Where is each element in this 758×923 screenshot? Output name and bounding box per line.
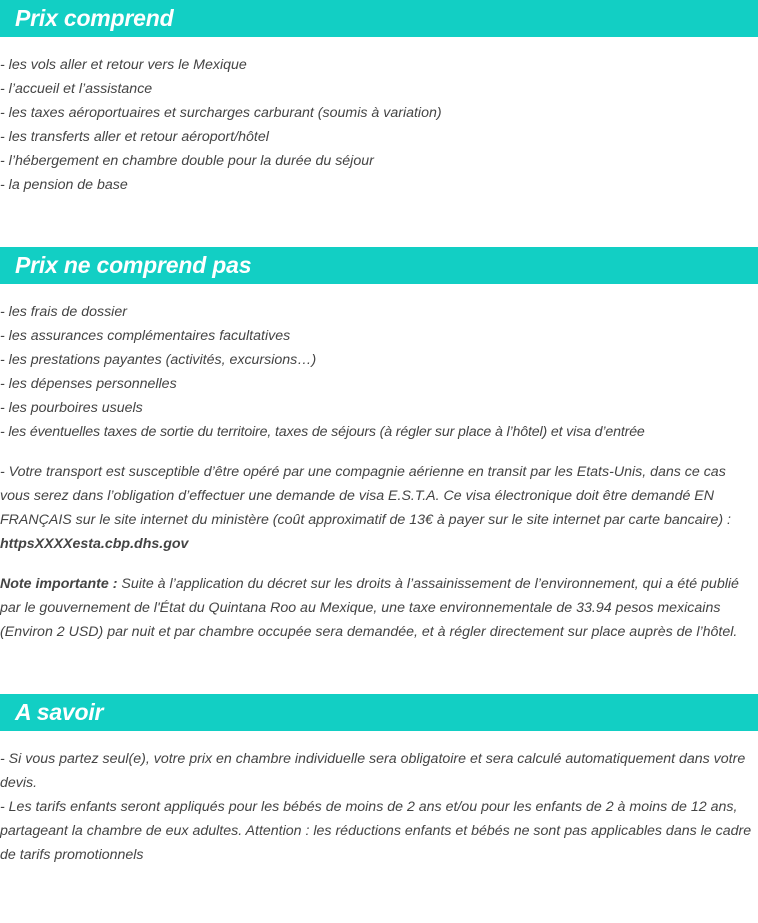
list-item: - les dépenses personnelles: [0, 376, 177, 392]
section-header-excludes: [0, 247, 758, 284]
list-item: - les prestations payantes (activités, excursions…): [0, 352, 317, 368]
section-title-includes: Prix comprend: [15, 5, 174, 31]
info-text: - Si vous partez seul(e), votre prix en chambre individuelle sera obligatoire et sera calculé automatiquement dans votre devis.: [0, 751, 746, 791]
list-item: - les taxes aéroportuaires et surcharges carburant (soumis à variation): [0, 105, 442, 121]
excludes-list: [0, 300, 758, 444]
list-item: - les vols aller et retour vers le Mexique: [0, 57, 247, 73]
important-note-label: Note importante :: [0, 576, 118, 592]
info-text: - Les tarifs enfants seront appliqués pour les bébés de moins de 2 ans et/ou pour les enfants de 2 à moins de 12 ans, partageant la chambre de eux adultes. Attention : les réductions enfants et bébés ne sont pas applicables dans le cadre de tarifs promotionnels: [0, 799, 752, 863]
important-note: [0, 572, 758, 644]
important-note-text: Suite à l’application du décret sur les droits à l’assainissement de l’environnement, qui a été publié par le gouvernement de l'État du Quintana Roo au Mexique, une taxe environnementale de 33.94 pesos mexicains (Environ 2 USD) par nuit et par chambre occupée sera demandée, et à régler directement sur place auprès de l’hôtel.: [0, 576, 739, 640]
list-item: - la pension de base: [0, 177, 128, 193]
info-paragraph-alone: [0, 747, 758, 795]
transport-note-text: - Votre transport est susceptible d’être opéré par une compagnie aérienne en transit par les Etats-Unis, dans ce cas vous serez dans l’obligation d’effectuer une demande de visa E.S.T.A. Ce visa électronique doit être demandé EN FRANÇAIS sur le site internet du ministère (coût approximatif de 13€ à payer sur le site internet par carte bancaire) :: [0, 464, 731, 528]
esta-link[interactable]: httpsXXXXesta.cbp.dhs.gov: [0, 536, 189, 552]
list-item: - les pourboires usuels: [0, 400, 143, 416]
list-item: - l’accueil et l’assistance: [0, 81, 153, 97]
section-header-info: [0, 694, 758, 731]
info-paragraph-children: [0, 795, 758, 867]
list-item: - l’hébergement en chambre double pour la durée du séjour: [0, 153, 374, 169]
list-item: - les frais de dossier: [0, 304, 127, 320]
section-title-excludes: Prix ne comprend pas: [15, 252, 252, 278]
list-item: - les transferts aller et retour aéroport/hôtel: [0, 129, 269, 145]
section-header-includes: [0, 0, 758, 37]
list-item: - les assurances complémentaires facultatives: [0, 328, 291, 344]
list-item: - les éventuelles taxes de sortie du territoire, taxes de séjours (à régler sur place à l’hôtel) et visa d’entrée: [0, 424, 645, 440]
includes-list: [0, 53, 758, 197]
section-title-info: A savoir: [15, 699, 104, 725]
transport-note: [0, 460, 758, 556]
